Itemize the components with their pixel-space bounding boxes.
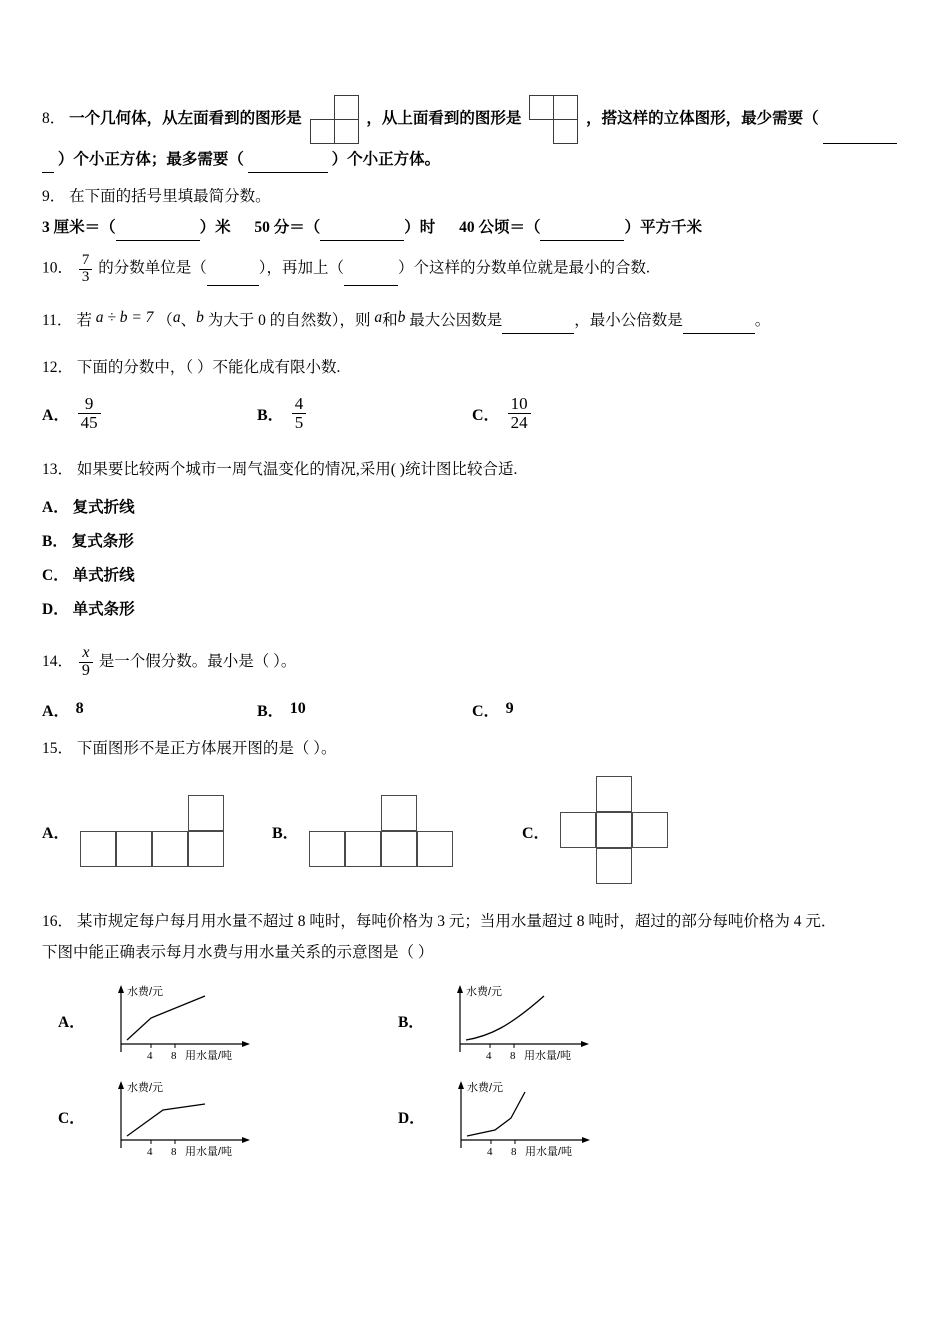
- q15-option-c[interactable]: [522, 776, 752, 886]
- q11-blank-2[interactable]: [683, 318, 755, 335]
- q15-option-a[interactable]: [42, 794, 272, 868]
- question-14-text: 是一个假分数。最小是（ ）。: [98, 653, 297, 671]
- svg-text:用水量/吨: 用水量/吨: [184, 1050, 232, 1061]
- q11-blank-1[interactable]: [502, 318, 574, 335]
- q11-var-a: a: [172, 308, 181, 326]
- q8-top-view-figure: [529, 95, 578, 144]
- q16-option-a-label: A．: [58, 1014, 85, 1032]
- q16-option-a-chart: [93, 982, 268, 1060]
- q9-blank-1[interactable]: [116, 225, 200, 242]
- question-8-text-1: 一个几何体，从左面看到的图形是: [69, 110, 302, 128]
- q16-option-a[interactable]: [58, 982, 398, 1060]
- q9-blank-3[interactable]: [540, 225, 624, 242]
- question-10-text-1: 的分数单位是（: [98, 259, 207, 277]
- q13-option-d-text: 单式条形: [72, 601, 135, 619]
- question-10-number: 10．: [42, 259, 74, 277]
- question-13-text: 如果要比较两个城市一周气温变化的情况,采用( )统计图比较合适.: [76, 460, 518, 478]
- q11-var-b: b: [196, 308, 204, 326]
- q11-sep: 、: [180, 311, 197, 329]
- q12-option-c[interactable]: [472, 395, 687, 432]
- q14-fraction-numerator: x: [82, 644, 90, 662]
- q9-item-1-suffix: ）米: [199, 219, 231, 237]
- question-14-number: 14．: [42, 653, 74, 671]
- q15-option-a-label: A．: [42, 824, 70, 842]
- svg-text:用水量/吨: 用水量/吨: [523, 1050, 571, 1061]
- q14-fraction: [79, 645, 93, 680]
- question-16: [42, 908, 910, 935]
- q16-option-b-label: B．: [398, 1014, 424, 1032]
- q9-blank-2[interactable]: [320, 225, 404, 242]
- question-11-text-4: 最大公因数是: [409, 311, 503, 329]
- question-10-text-2: ），再加上（: [258, 259, 345, 277]
- svg-text:4: 4: [146, 1050, 153, 1061]
- svg-text:水费/元: 水费/元: [466, 1082, 503, 1095]
- svg-text:4: 4: [486, 1146, 493, 1157]
- question-8-text-4: ）个小正方体；最多需要（: [57, 151, 244, 168]
- q10-fraction-denominator: 3: [79, 269, 93, 286]
- question-13-number: 13．: [42, 460, 74, 478]
- q10-fraction: [79, 253, 93, 286]
- question-13-options: [42, 491, 910, 627]
- question-8-text-3: ，搭这样的立体图形，最少需要（: [586, 110, 819, 128]
- q11-var-a2: a: [374, 308, 383, 326]
- question-9-text: 在下面的括号里填最简分数。: [69, 188, 271, 206]
- q12-option-c-numerator: 10: [510, 394, 528, 414]
- question-11-text-6: 。: [754, 311, 771, 329]
- question-11-number: 11．: [42, 311, 73, 329]
- q10-blank-1[interactable]: [207, 269, 259, 286]
- q14-option-c[interactable]: [472, 698, 687, 721]
- q12-option-b-numerator: 4: [294, 394, 304, 414]
- question-9-number: 9．: [42, 188, 66, 206]
- svg-text:8: 8: [509, 1050, 516, 1061]
- q14-option-b-text: 10: [289, 700, 306, 718]
- q15-option-b[interactable]: [272, 794, 522, 868]
- q9-item-3-suffix: ）平方千米: [624, 219, 702, 237]
- question-11-text-3: 为大于 0 的自然数），则: [207, 311, 371, 329]
- q14-option-a-label: A．: [42, 702, 70, 720]
- q16-option-b[interactable]: [398, 982, 738, 1060]
- q16-option-b-chart: [432, 982, 607, 1060]
- q15-option-b-figure: [309, 794, 461, 868]
- q10-fraction-numerator: 7: [81, 252, 90, 269]
- question-11-text-2: （: [157, 311, 173, 329]
- q16-option-d-label: D．: [398, 1110, 425, 1128]
- question-13: [42, 456, 910, 483]
- q8-blank-2[interactable]: [248, 157, 328, 174]
- q11-and: 和: [382, 311, 398, 329]
- question-12-number: 12．: [42, 359, 74, 376]
- question-14: [42, 645, 910, 680]
- svg-text:水费/元: 水费/元: [126, 986, 163, 999]
- exam-content: [42, 95, 910, 1156]
- question-16-line2-wrap: [42, 939, 910, 966]
- q12-option-c-denominator: 24: [508, 413, 531, 432]
- svg-text:4: 4: [485, 1050, 492, 1061]
- svg-text:水费/元: 水费/元: [465, 986, 502, 999]
- question-15: [42, 735, 910, 762]
- q8-blank-1-cont[interactable]: [42, 157, 54, 174]
- svg-text:用水量/吨: 用水量/吨: [524, 1146, 572, 1157]
- q12-option-a-denominator: 45: [78, 413, 101, 432]
- q13-option-b[interactable]: [42, 525, 910, 559]
- svg-text:8: 8: [510, 1146, 517, 1157]
- q15-option-b-label: B．: [272, 824, 299, 842]
- q14-option-c-text: 9: [505, 700, 514, 718]
- question-8-line2: [42, 146, 910, 173]
- q13-option-c-text: 单式折线: [72, 567, 135, 585]
- svg-text:水费/元: 水费/元: [126, 1082, 163, 1095]
- q12-option-b-fraction: [292, 395, 307, 432]
- q15-option-c-label: C．: [522, 824, 550, 842]
- q15-option-a-figure: [80, 794, 230, 868]
- q13-option-d-label: D．: [42, 601, 69, 619]
- question-11-text-5: ，最小公倍数是: [574, 311, 683, 329]
- q14-fraction-denominator: 9: [79, 662, 93, 680]
- q12-option-a-fraction: [78, 395, 101, 432]
- q16-option-c-label: C．: [58, 1110, 85, 1128]
- q12-option-a-numerator: 9: [84, 394, 94, 414]
- q14-option-a-text: 8: [75, 700, 84, 718]
- svg-text:8: 8: [170, 1050, 177, 1061]
- question-14-options: [42, 698, 910, 721]
- q9-item-3-prefix: 40 公顷＝（: [459, 219, 541, 237]
- q13-option-c-label: C．: [42, 567, 69, 585]
- q10-blank-2[interactable]: [344, 269, 398, 286]
- q14-option-c-label: C．: [472, 702, 500, 720]
- q9-item-2-prefix: 50 分＝（: [254, 219, 321, 237]
- question-16-line-2: 下图中能正确表示每月水费与用水量关系的示意图是（ ）: [42, 944, 434, 962]
- q13-option-a-label: A．: [42, 498, 69, 516]
- question-8: [42, 95, 910, 144]
- question-12: [42, 354, 910, 381]
- q12-option-a-label: A．: [42, 406, 70, 424]
- question-8-text-5: ）个小正方体。: [331, 151, 441, 168]
- q15-option-c-figure: [560, 776, 690, 886]
- question-8-number: 8．: [42, 110, 66, 128]
- q13-option-a[interactable]: [42, 491, 910, 525]
- question-15-text: 下面图形不是正方体展开图的是（ ）。: [76, 739, 337, 757]
- question-11: [42, 304, 910, 334]
- question-12-options: [42, 395, 910, 432]
- question-9: [42, 183, 910, 210]
- q11-var-b2: b: [397, 308, 406, 326]
- q12-option-b-denominator: 5: [292, 413, 307, 432]
- question-16-number: 16．: [42, 913, 74, 931]
- question-16-line-1: 某市规定每户每月用水量不超过 8 吨时，每吨价格为 3 元；当用水量超过 8 吨时，超过的部分每吨价格为 4 元．: [76, 913, 837, 931]
- q13-option-b-text: 复式条形: [71, 533, 134, 551]
- q9-item-1-prefix: 3 厘米＝（: [42, 219, 116, 237]
- question-12-text: 下面的分数中，（ ）不能化成有限小数.: [76, 359, 341, 376]
- question-11-text-1: 若: [76, 311, 92, 329]
- q13-option-a-text: 复式折线: [72, 498, 135, 516]
- q14-option-a[interactable]: [42, 698, 257, 721]
- question-16-options-row-2: [58, 1078, 910, 1156]
- q13-option-c[interactable]: [42, 559, 910, 593]
- q13-option-b-label: B．: [42, 533, 68, 551]
- q12-option-b-label: B．: [257, 406, 284, 424]
- q12-option-b[interactable]: [257, 395, 472, 432]
- question-16-options-row-1: [58, 982, 910, 1060]
- q14-option-b-label: B．: [257, 702, 284, 720]
- question-9-conversions: [42, 214, 910, 241]
- q9-item-2-suffix: ）时: [404, 219, 436, 237]
- question-15-options: [42, 776, 910, 886]
- q8-left-view-figure: [310, 95, 359, 144]
- svg-text:用水量/吨: 用水量/吨: [184, 1146, 232, 1157]
- svg-text:8: 8: [170, 1146, 177, 1157]
- q16-option-c-chart: [93, 1078, 268, 1156]
- q14-option-b[interactable]: [257, 698, 472, 721]
- q12-option-a[interactable]: [42, 395, 257, 432]
- question-15-number: 15．: [42, 739, 74, 757]
- q12-option-c-fraction: [508, 395, 531, 432]
- q16-option-c[interactable]: [58, 1078, 398, 1156]
- question-10-text-3: ）个这样的分数单位就是最小的合数.: [398, 259, 650, 277]
- q16-option-d-chart: [433, 1078, 608, 1156]
- q11-equation: a ÷ b = 7: [95, 308, 154, 326]
- question-8-text-2: ，从上面看到的图形是: [366, 110, 522, 128]
- question-10: [42, 253, 910, 286]
- q8-blank-1[interactable]: [823, 128, 897, 145]
- svg-text:4: 4: [146, 1146, 153, 1157]
- q13-option-d[interactable]: [42, 593, 910, 627]
- q16-option-d[interactable]: [398, 1078, 738, 1156]
- q12-option-c-label: C．: [472, 406, 500, 424]
